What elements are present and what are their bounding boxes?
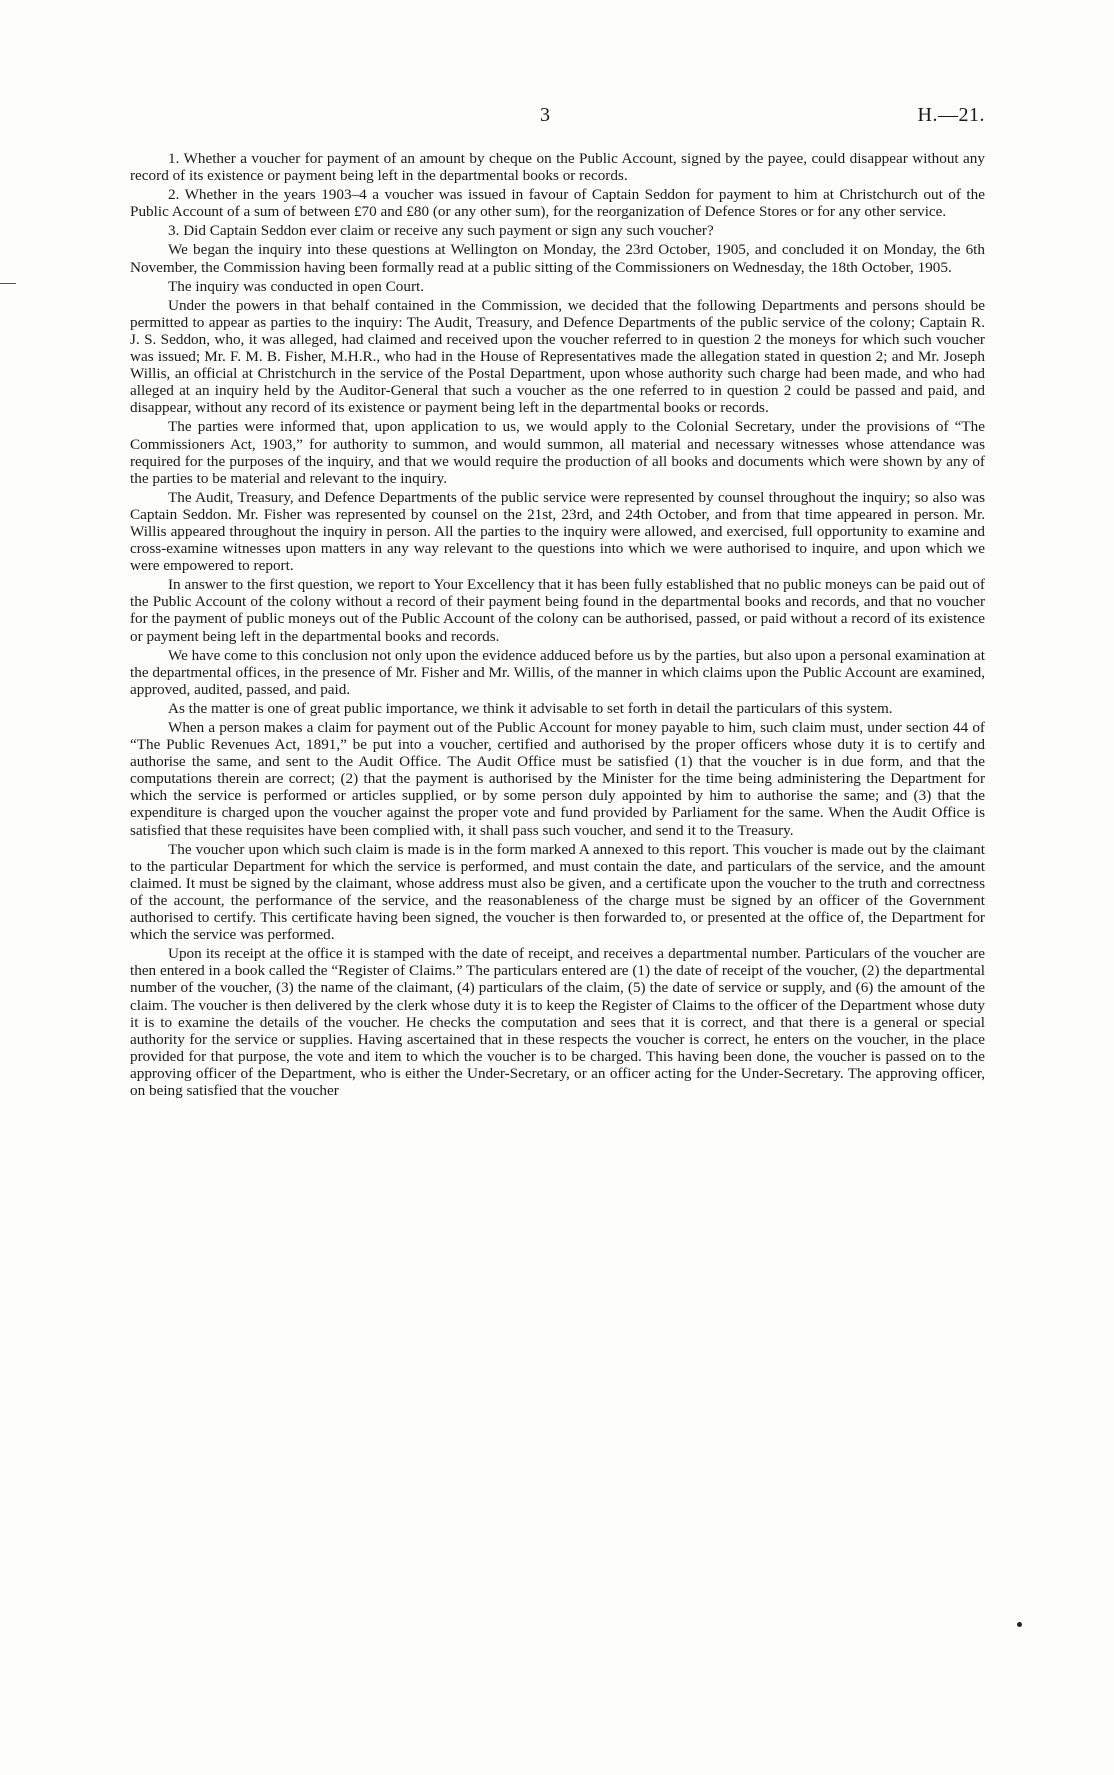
paragraph-open-court: The inquiry was conducted in open Court. [168,277,425,295]
paragraph-witnesses: The parties were informed that, upon application to us, we would apply to the Colonial Secretary, under the provisions of “The Commissioners Act, 1903,” for authority to summon, and would summon, all material and necessary witnesses whose attendance was required for the purposes of the inquiry, and that we would require the production of all books and documents which were shown by any of the parties to be material and relevant to the inquiry. [130,418,985,487]
paragraph-claim-process: When a person makes a claim for payment out of the Public Account for money payable to him, such claim must, under section 44 of “The Public Revenues Act, 1891,” be put into a voucher, certified and authorised by the proper officers whose duty it is to certify and authorise the same, and sent to the Audit Office. The Audit Office must be satisfied (1) that the voucher is in due form, and that the computations therein are correct; (2) that the payment is authorised by the Minister for the time being administering the Department for which the service is performed or articles supplied, or by some person duly appointed by him to authorise the same; and (3) that the expenditure is charged upon the voucher against the proper vote and fund provided by Parliament for the same. When the Audit Office is satisfied that these requisites have been complied with, it shall pass such voucher, and send it to the Treasury. [130,719,985,839]
margin-mark [0,283,16,284]
document-reference: H.—21. [917,104,985,126]
paragraph-voucher-form: The voucher upon which such claim is made is in the form marked A annexed to this report. This voucher is made out by the claimant to the particular Department for which the service is performed, and must contain the date, and particulars of the service, and the amount claimed. It must be signed by the claimant, whose address must also be given, and a certificate upon the voucher to the truth and correctness of the account, the performance of the service, and the reasonableness of the charge must be signed by an officer of the Government authorised to certify. This certificate having been signed, the voucher is then forwarded to, or presented at the office of, the Department for which the service was performed. [130,840,985,944]
paragraph-answer-first-question: In answer to the first question, we report to Your Excellency that it has been fully established that no public moneys can be paid out of the Public Account of the colony without a record of their payment being found in the departmental books and records, and that no voucher for the payment of public moneys out of the Public Account of the colony can be authorised, passed, or paid without a record of its existence or payment being left in the departmental books and records. [130,576,985,645]
margin-dot [1017,1622,1022,1627]
paragraph-question-3: 3. Did Captain Seddon ever claim or receive any such payment or sign any such voucher? [168,222,714,240]
paragraph-counsel: The Audit, Treasury, and Defence Departments of the public service were represented by counsel throughout the inquiry; so also was Captain Seddon. Mr. Fisher was represented by counsel on the 21st, 23rd, and 24th October, and from that time appeared in person. Mr. Willis appeared throughout the inquiry in person. All the parties to the inquiry were allowed, and exercised, full opportunity to examine and cross-examine witnesses upon matters in any way relevant to the questions into which we were authorised to inquire, and upon which we were empowered to report. [130,488,985,575]
page-header [130,104,985,134]
paragraph-system-intro: As the matter is one of great public importance, we think it advisable to set forth in detail the particulars of this system. [168,699,893,717]
body-text [130,150,985,1101]
paragraph-question-1: 1. Whether a voucher for payment of an amount by cheque on the Public Account, signed by the payee, could disappear without any record of its existence or payment being left in the departmental books or records. [130,150,985,185]
paragraph-inquiry-dates: We began the inquiry into these questions at Wellington on Monday, the 23rd October, 1905, and concluded it on Monday, the 6th November, the Commission having been formally read at a public sitting of the Commissioners on Wednesday, the 18th October, 1905. [130,241,985,276]
page-number: 3 [540,104,550,126]
paragraph-conclusion-basis: We have come to this conclusion not only upon the evidence adduced before us by the parties, but also upon a personal examination at the departmental offices, in the presence of Mr. Fisher and Mr. Willis, of the manner in which claims upon the Public Account are examined, approved, audited, passed, and paid. [130,646,985,698]
paragraph-parties: Under the powers in that behalf contained in the Commission, we decided that the following Departments and persons should be permitted to appear as parties to the inquiry: The Audit, Treasury, and Defence Departments of the public service of the colony; Captain R. J. S. Seddon, who, it was alleged, had claimed and received upon the voucher referred to in question 2 the moneys for which such voucher was issued; Mr. F. M. B. Fisher, M.H.R., who had in the House of Representatives made the allegation stated in question 2; and Mr. Joseph Willis, an official at Christchurch in the service of the Postal Department, upon whose authority such charge had been made, and who had alleged at an inquiry held by the Auditor-General that such a voucher as the one referred to in question 2 could be passed and paid, and disappear, without any record of its existence or payment being left in the departmental books or records. [130,296,985,417]
paragraph-question-2: 2. Whether in the years 1903–4 a voucher was issued in favour of Captain Seddon for payment to him at Christchurch out of the Public Account of a sum of between £70 and £80 (or any other sum), for the reorganization of Defence Stores or for any other service. [130,186,985,221]
paragraph-register-of-claims: Upon its receipt at the office it is stamped with the date of receipt, and receives a departmental number. Particulars of the voucher are then entered in a book called the “Register of Claims.” The particulars entered are (1) the date of receipt of the voucher, (2) the departmental number of the voucher, (3) the name of the claimant, (4) particulars of the claim, (5) the date of service or supply, and (6) the amount of the claim. The voucher is then delivered by the clerk whose duty it is to keep the Register of Claims to the officer of the Department whose duty it is to examine the details of the voucher. He checks the computation and sees that it is correct, and that there is a general or special authority for the service or supplies. Having ascertained that in these respects the voucher is correct, he enters on the voucher, in the place provided for that purpose, the vote and item to which the voucher is to be charged. This having been done, the voucher is passed on to the approving officer of the Department, who is either the Under-Secretary, or an officer acting for the Under-Secretary. The approving officer, on being satisfied that the voucher [130,945,985,1099]
